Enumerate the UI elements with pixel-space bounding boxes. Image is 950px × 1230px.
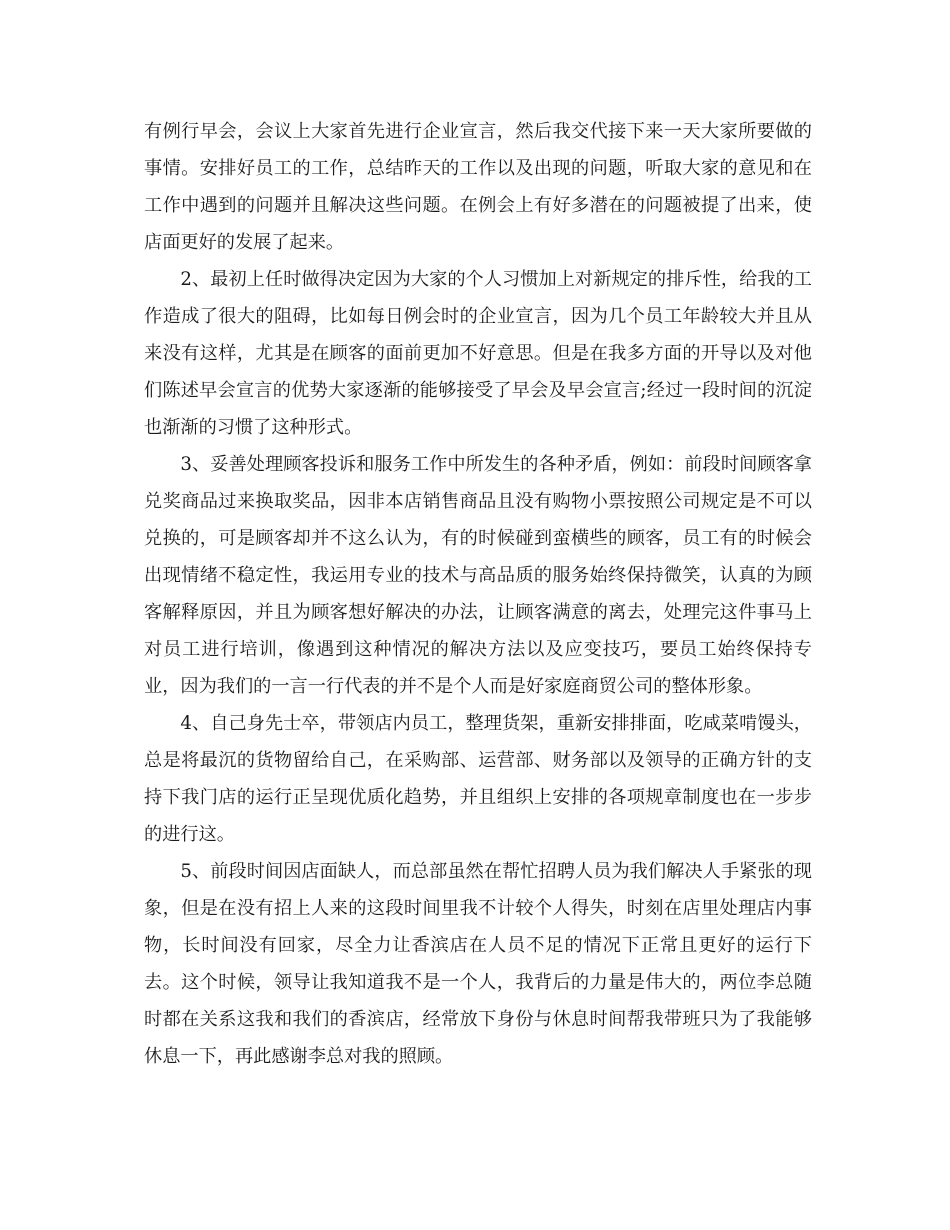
paragraph-item-3: 3、妥善处理顾客投诉和服务工作中所发生的各种矛盾，例如：前段时间顾客拿兑奖商品过来换取奖品，因非本店销售商品且没有购物小票按照公司规定是不可以兑换的，可是顾客却并不这么认为，有的时候碰到蛮横些的顾客，员工有的时候会出现情绪不稳定性，我运用专业的技术与高品质的服务始终保持微笑，认真的为顾客解释原因，并且为顾客想好解决的办法，让顾客满意的离去，处理完这件事马上对员工进行培训，像遇到这种情况的解决方法以及应变技巧，要员工始终保持专业，因为我们的一言一行代表的并不是个人而是好家庭商贸公司的整体形象。 xyxy=(144,454,812,697)
paragraph-item-4: 4、自己身先士卒，带领店内员工，整理货架，重新安排排面，吃咸菜啃馒头，总是将最沉的货物留给自己，在采购部、运营部、财务部以及领导的正确方针的支持下我门店的运行正呈现优质化趋势，并且组织上安排的各项规章制度也在一步步的进行这。 xyxy=(144,713,812,845)
paragraph-item-5: 5、前段时间因店面缺人，而总部虽然在帮忙招聘人员为我们解决人手紧张的现象，但是在没有招上人来的这段时间里我不计较个人得失，时刻在店里处理店内事物，长时间没有回家，尽全力让香滨店在人员不足的情况下正常且更好的运行下去。这个时候，领导让我知道我不是一个人，我背后的力量是伟大的，两位李总随时都在关系这我和我们的香滨店，经常放下身份与休息时间帮我带班只为了我能够休息一下，再此感谢李总对我的照顾。 xyxy=(144,861,812,1067)
paragraph-continuation: 有例行早会，会议上大家首先进行企业宣言，然后我交代接下来一天大家所要做的事情。安排好员工的工作，总结昨天的工作以及出现的问题，听取大家的意见和在工作中遇到的问题并且解决这些问题。在例会上有好多潜在的问题被提了出来，使店面更好的发展了起来。 xyxy=(144,121,812,253)
document-page xyxy=(144,113,812,1075)
paragraph-item-2: 2、最初上任时做得决定因为大家的个人习惯加上对新规定的排斥性，给我的工作造成了很大的阻碍，比如每日例会时的企业宣言，因为几个员工年龄较大并且从来没有这样，尤其是在顾客的面前更加不好意思。但是在我多方面的开导以及对他们陈述早会宣言的优势大家逐渐的能够接受了早会及早会宣言;经过一段时间的沉淀也渐渐的习惯了这种形式。 xyxy=(144,269,812,438)
